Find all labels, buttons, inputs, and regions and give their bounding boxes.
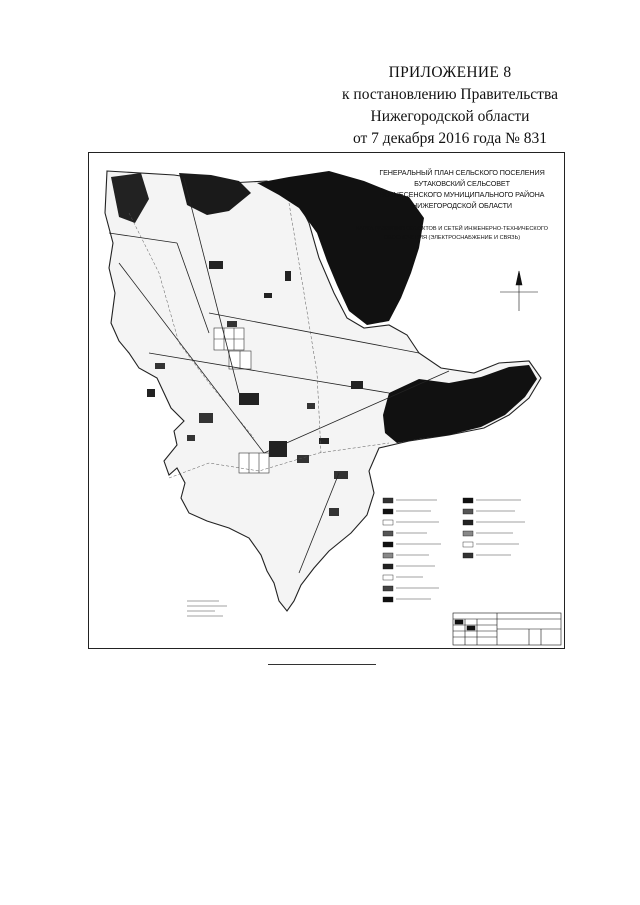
decree-reference: к постановлению Правительства xyxy=(342,86,558,103)
map-legend xyxy=(383,498,525,602)
footer-divider xyxy=(268,664,376,665)
map-title xyxy=(367,167,557,211)
appendix-header xyxy=(320,62,580,150)
north-arrow-icon xyxy=(500,271,538,311)
map-title-line: НИЖЕГОРОДСКОЙ ОБЛАСТИ xyxy=(412,201,512,210)
region-name: Нижегородской области xyxy=(370,108,530,125)
map-subtitle-line: ОБЕСПЕЧЕНИЯ (ЭЛЕКТРОСНАБЖЕНИЕ И СВЯЗЬ) xyxy=(383,234,521,241)
appendix-number: ПРИЛОЖЕНИЕ 8 xyxy=(388,64,512,81)
map-title-line: ГЕНЕРАЛЬНЫЙ ПЛАН СЕЛЬСКОГО ПОСЕЛЕНИЯ xyxy=(379,168,545,177)
map-notes xyxy=(187,601,227,616)
decree-date: от 7 декабря 2016 года № 831 xyxy=(352,130,548,147)
map-frame xyxy=(88,152,565,649)
map-title-line: ВОЗНЕСЕНСКОГО МУНИЦИПАЛЬНОГО РАЙОНА xyxy=(379,190,545,199)
map-subtitle xyxy=(347,225,557,242)
title-block-stamp xyxy=(453,613,561,645)
map-title-line: БУТАКОВСКИЙ СЕЛЬСОВЕТ xyxy=(414,179,510,188)
map-subtitle-line: КАРТА РАЗВИТИЯ ОБЪЕКТОВ И СЕТЕЙ ИНЖЕНЕРНО-ТЕХНИЧЕСКОГО xyxy=(355,226,549,232)
